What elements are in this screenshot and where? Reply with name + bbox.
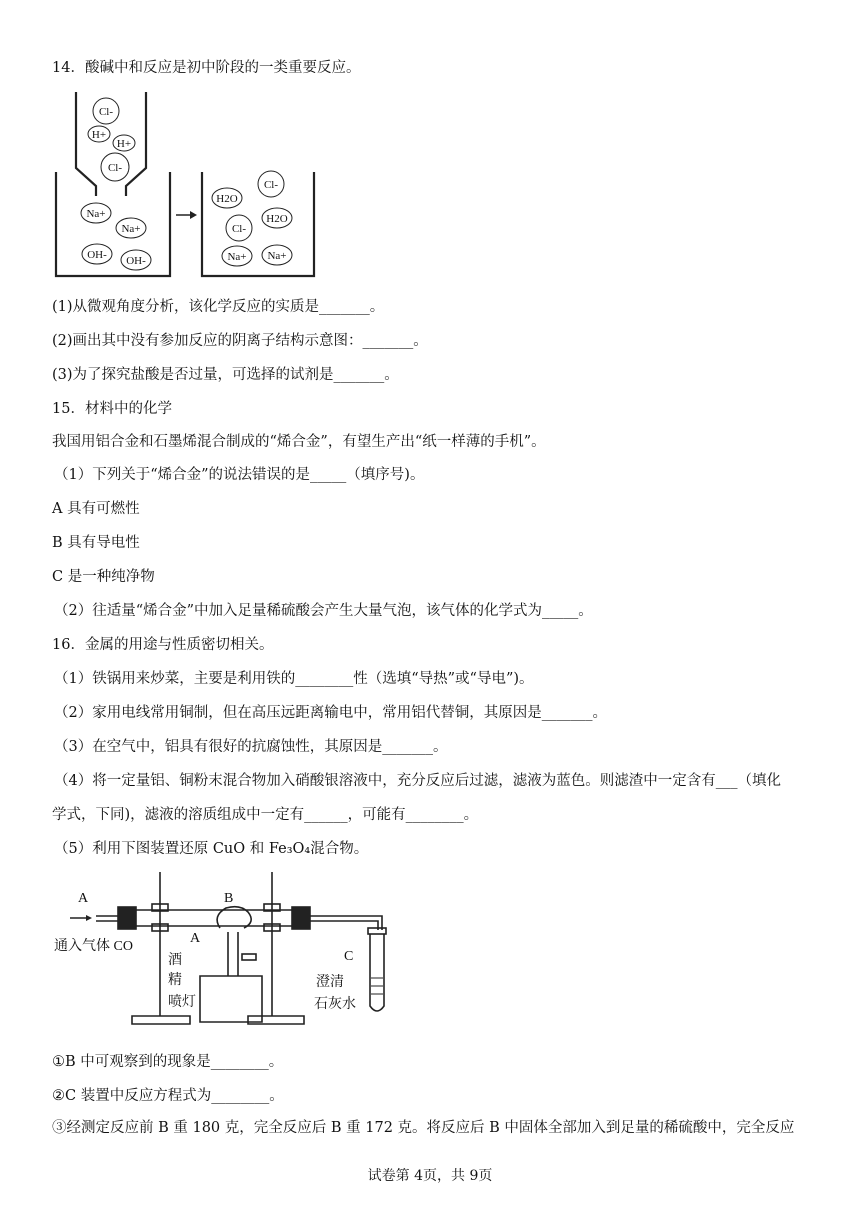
lamp-label-1: 酒 bbox=[168, 953, 182, 968]
lamp-label-3: 喷灯 bbox=[168, 995, 196, 1010]
label-c: C bbox=[344, 949, 354, 964]
left-beaker bbox=[56, 172, 170, 276]
q15-sub2: （2）往适量“烯合金”中加入足量稀硫酸会产生大量气泡，该气体的化学式为_____。 bbox=[54, 603, 593, 619]
q14-sub3: (3)为了探究盐酸是否过量，可选择的试剂是_______。 bbox=[52, 367, 399, 383]
q14-sub2: (2)画出其中没有参加反应的阴离子结构示意图：_______。 bbox=[52, 333, 428, 349]
burner-base bbox=[200, 976, 262, 1022]
ion-cl: Cl- bbox=[107, 162, 123, 174]
arrow-head bbox=[190, 211, 197, 219]
q15-title: 15．材料中的化学 bbox=[52, 401, 172, 417]
molecule-h2o: H2O bbox=[216, 193, 238, 205]
ion-oh: OH- bbox=[126, 255, 146, 267]
q15-sub1: （1）下列关于“烯合金”的说法错误的是_____（填序号)。 bbox=[54, 467, 425, 483]
q16-item3: ③经测定反应前 B 重 180 克，完全反应后 B 重 172 克。将反应后 B 中固体全部加入到足量的稀硫酸中，完全反应 bbox=[52, 1120, 795, 1136]
q16-sub5: （5）利用下图装置还原 CuO 和 Fe₃O₄混合物。 bbox=[54, 841, 369, 857]
ion-cl: Cl- bbox=[231, 223, 247, 235]
gas-inlet-label: 通入气体 CO bbox=[54, 939, 133, 954]
q16-sub4-line2: 学式，下同)，滤液的溶质组成中一定有______，可能有________。 bbox=[52, 807, 479, 823]
lamp-label-2: 精 bbox=[168, 973, 182, 988]
label-a-top: A bbox=[78, 891, 89, 906]
molecule-h2o: H2O bbox=[266, 213, 288, 225]
q14-sub1: (1)从微观角度分析，该化学反应的实质是_______。 bbox=[52, 299, 385, 315]
page-footer: 试卷第 4页，共 9页 bbox=[367, 1168, 493, 1184]
ion-cl: Cl- bbox=[98, 106, 114, 118]
q16-sub2: （2）家用电线常用铜制，但在高压远距离输电中，常用铝代替铜，其原因是_______。 bbox=[54, 705, 607, 721]
q16-sub1: （1）铁锅用来炒菜，主要是利用铁的________性（选填“导热”或“导电”)。 bbox=[54, 671, 534, 687]
inlet-pipe bbox=[96, 916, 118, 921]
ion-oh: OH- bbox=[87, 249, 107, 261]
label-b: B bbox=[224, 891, 234, 906]
q16-item1: ①B 中可观察到的现象是________。 bbox=[52, 1054, 284, 1070]
ion-na: Na+ bbox=[267, 250, 287, 262]
q15-option-c: C 是一种纯净物 bbox=[52, 569, 155, 585]
ion-h: H+ bbox=[91, 129, 107, 141]
limewater-label-2: 石灰水 bbox=[314, 997, 356, 1012]
left-stopper bbox=[118, 907, 136, 929]
q16-title: 16．金属的用途与性质密切相关。 bbox=[52, 637, 274, 653]
reduction-apparatus-diagram bbox=[52, 866, 402, 1030]
test-tube-c bbox=[370, 934, 384, 1011]
right-stopper bbox=[292, 907, 310, 929]
q16-sub3: （3）在空气中，铝具有很好的抗腐蚀性，其原因是_______。 bbox=[54, 739, 448, 755]
q15-intro: 我国用铝合金和石墨烯混合制成的“烯合金”，有望生产出“纸一样薄的手机”。 bbox=[52, 434, 546, 450]
outlet-pipe bbox=[310, 916, 342, 921]
neutralization-diagram bbox=[52, 88, 322, 284]
q14-title: 14．酸碱中和反应是初中阶段的一类重要反应。 bbox=[52, 60, 361, 76]
ion-cl: Cl- bbox=[263, 179, 279, 191]
left-stand-base bbox=[132, 1016, 190, 1024]
label-a-lamp: A bbox=[190, 931, 201, 946]
ion-h: H+ bbox=[116, 138, 132, 150]
q15-option-b: B 具有导电性 bbox=[52, 535, 140, 551]
ion-na: Na+ bbox=[86, 208, 106, 220]
q16-item2: ②C 装置中反应方程式为________。 bbox=[52, 1088, 284, 1104]
ion-na: Na+ bbox=[227, 251, 247, 263]
limewater-label-1: 澄清 bbox=[316, 975, 344, 990]
burner-neck bbox=[228, 932, 238, 976]
ion-na: Na+ bbox=[121, 223, 141, 235]
q16-sub4-line1: （4）将一定量铝、铜粉末混合物加入硝酸银溶液中，充分反应后过滤，滤液为蓝色。则滤渣中一定含有___（填化 bbox=[54, 773, 781, 789]
q15-option-a: A 具有可燃性 bbox=[52, 501, 140, 517]
